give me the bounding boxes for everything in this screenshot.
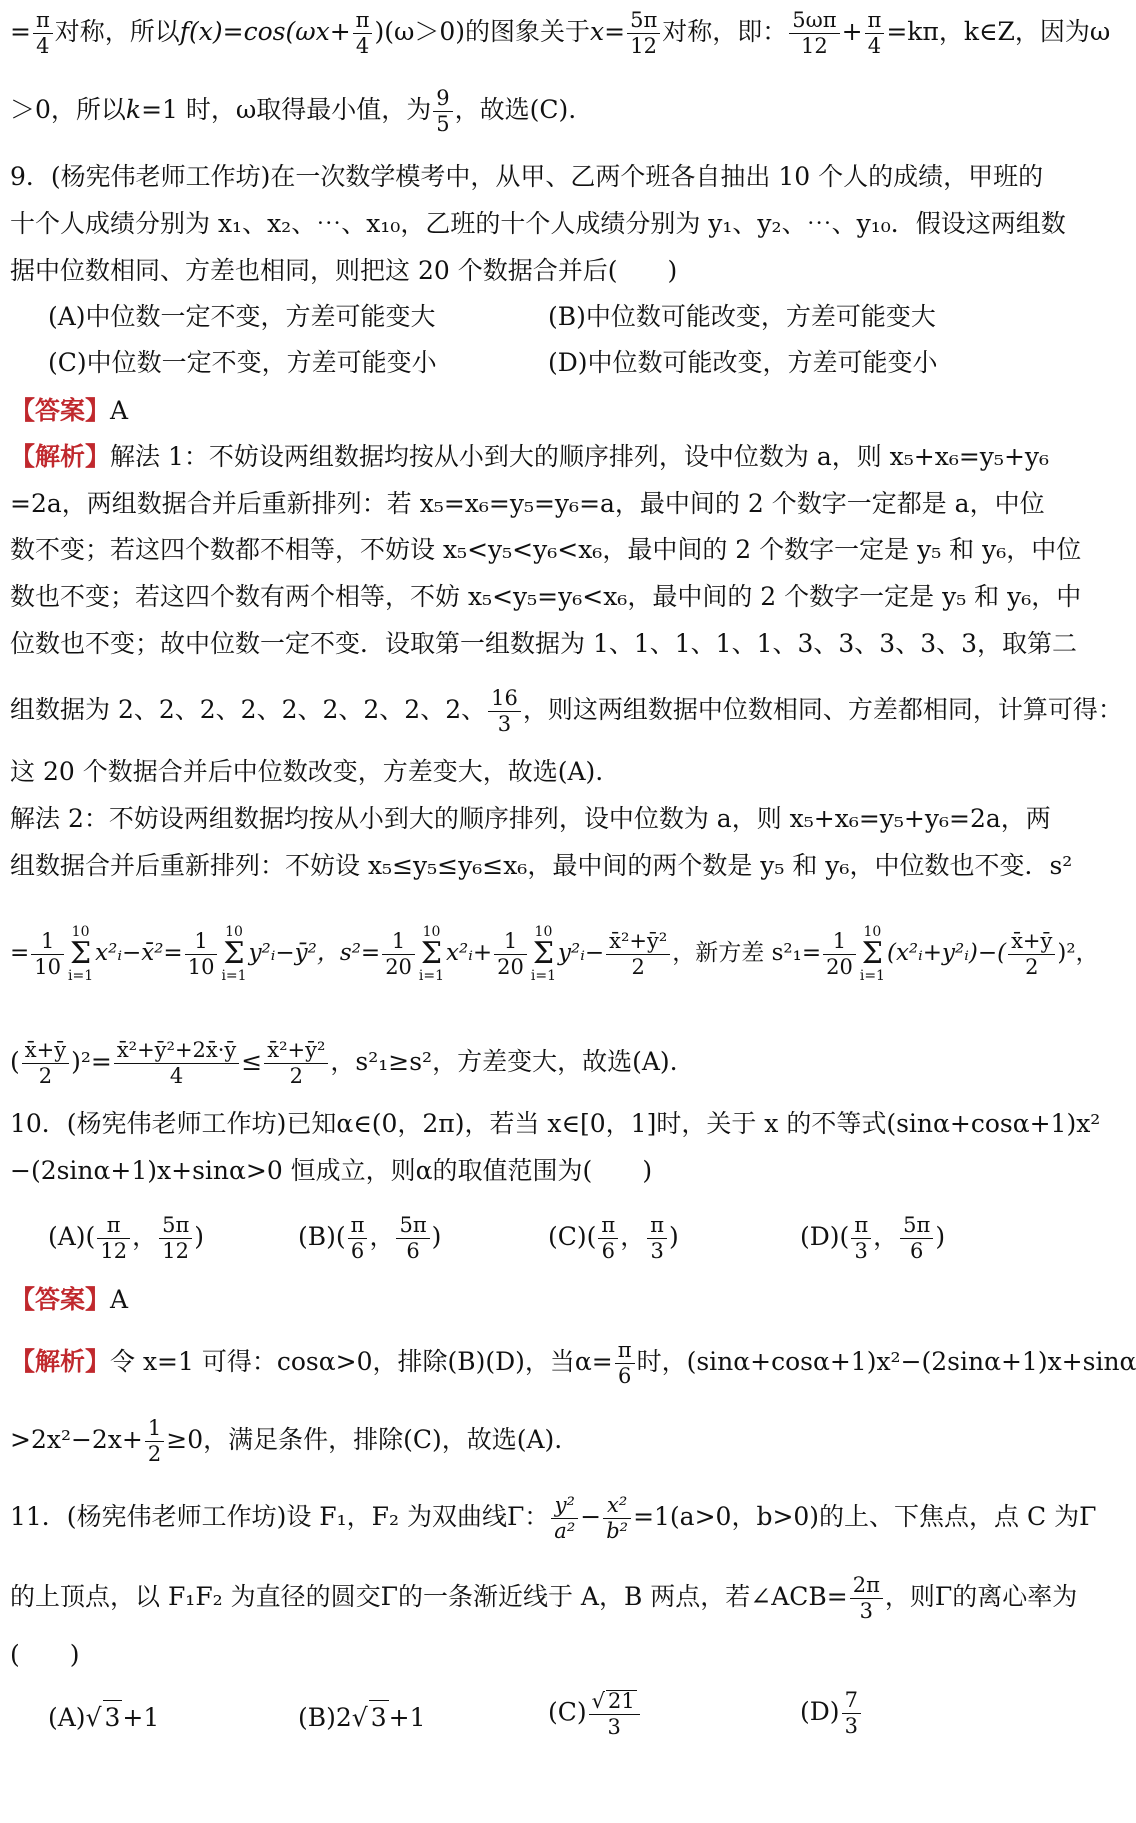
prev-solution-line-1: = $\frac{\pi}{4}$ 对称，所以f(x)=cos(ωx+ $\frac{\pi}{4}$ )(ω＞0)的图象关于x= $\frac{5\pi}{12}$ 对称，即： $\frac{5\omega\pi}{12}$ + $\frac{\pi}{4}$ =kπ，k∈Z，因为ω	[10, 8, 1111, 58]
sigma-symbol: 10 Σ i=1	[859, 924, 885, 984]
q9-option-b[interactable]: (B)中位数可能改变，方差可能变大	[548, 302, 936, 331]
q11-option-c[interactable]: (C) $\frac{√ 21}{3}$	[548, 1690, 642, 1738]
fraction: $\frac{5\pi}{12}$	[159, 1215, 192, 1262]
q11-stem-line: 11．(杨宪伟老师工作坊)设 F₁，F₂ 为双曲线Γ： $\frac{\text{y²}}{\text{a²}}$ − $\frac{\text{x²}}{\text{b²}}$ =1(a>0，b>0)的上、下焦点，点 C 为Γ	[10, 1493, 1097, 1543]
prev-solution-line-2: ＞0，所以k=1 时，ω取得最小值，为 $\frac{9}{5}$ ，故选(C).	[10, 86, 577, 136]
sqrt-sign: √	[591, 1689, 606, 1713]
fraction: $\frac{1}{20}$	[494, 931, 527, 978]
fraction: $\frac{7}{3}$	[842, 1690, 861, 1737]
q10-option-a[interactable]: (A)( $\frac{\pi}{12}$ ， $\frac{5\pi}{12}$ )	[48, 1213, 205, 1263]
fraction: $\frac{x̄+ȳ}{2}$	[22, 1040, 69, 1087]
sigma-symbol: 10 Σ i=1	[418, 924, 445, 984]
fraction: $\frac{1}{2}$	[145, 1418, 164, 1465]
fraction: $\frac{\pi}{4}$	[865, 10, 885, 57]
fraction: $\frac{\pi}{6}$	[348, 1215, 368, 1262]
q9-analysis-line: 数也不变；若这四个数有两个相等，不妨 x₅<y₅=y₆<x₆，最中间的 2 个数字一定是 y₅ 和 y₆，中	[10, 582, 1082, 611]
q9-option-d[interactable]: (D)中位数可能改变，方差可能变小	[548, 348, 938, 377]
fraction: $\frac{\text{x̄²+ȳ²}}{2}$	[264, 1040, 328, 1087]
fraction: $\frac{9}{5}$	[433, 88, 452, 135]
sqrt-sign: √	[85, 1703, 102, 1732]
fraction: $\frac{\pi}{12}$	[97, 1215, 130, 1262]
q9-analysis-line: =2a，两组数据合并后重新排列：若 x₅=x₆=y₅=y₆=a，最中间的 2 个数字一定都是 a，中位	[10, 489, 1045, 518]
q9-answer	[10, 394, 1070, 428]
sqrt-sign: √	[351, 1703, 368, 1732]
q11-stem-line: ( )	[10, 1640, 80, 1669]
answer-tag: 【答案】	[10, 396, 111, 425]
q9-analysis-line: 组数据合并后重新排列：不妨设 x₅≤y₅≤y₆≤x₆，最中间的两个数是 y₅ 和 y₆，中位数也不变．s²	[10, 851, 1073, 880]
q9-stem-line: 十个人成绩分别为 x₁、x₂、⋯、x₁₀，乙班的十个人成绩分别为 y₁、y₂、⋯、y₁₀．假设这两组数	[10, 209, 1066, 238]
q9-option-a[interactable]: (A)中位数一定不变，方差可能变大	[48, 302, 436, 331]
fraction: $\frac{5\pi}{6}$	[396, 1215, 429, 1262]
sigma-symbol: 10 Σ i=1	[530, 924, 557, 984]
q10-option-c[interactable]: (C)( $\frac{\pi}{6}$ ， $\frac{\pi}{3}$ )	[548, 1213, 679, 1263]
q10-stem-line: −(2sinα+1)x+sinα>0 恒成立，则α的取值范围为( )	[10, 1156, 653, 1185]
q9-analysis-line: 组数据为 2、2、2、2、2、2、2、2、2、 $\frac{16}{3}$ ，则这两组数据中位数相同、方差都相同，计算可得：	[10, 686, 1123, 736]
answer-tag: 【答案】	[10, 1285, 111, 1314]
fraction: $\frac{\pi}{3}$	[851, 1215, 871, 1262]
q9-analysis-line: 这 20 个数据合并后中位数改变，方差变大，故选(A).	[10, 757, 604, 786]
q10-option-b[interactable]: (B)( $\frac{\pi}{6}$ ， $\frac{5\pi}{6}$ )	[298, 1213, 442, 1263]
q11-option-b[interactable]: (B)2√ 3+1	[298, 1700, 426, 1735]
fraction: $\frac{\pi}{3}$	[647, 1215, 667, 1262]
fraction: $\frac{\pi}{4}$	[33, 10, 53, 57]
fraction: $\frac{1}{10}$	[31, 931, 64, 978]
q9-analysis-line: 【解析】解法 1：不妨设两组数据均按从小到大的顺序排列，设中位数为 a，则 x₅+x₆=y₅+y₆	[10, 442, 1050, 471]
q9-stem-line: 据中位数相同、方差也相同，则把这 20 个数据合并后( )	[10, 256, 678, 285]
fraction: $\frac{\pi}{6}$	[598, 1215, 618, 1262]
fraction: $\frac{1}{20}$	[382, 931, 415, 978]
q9-option-c[interactable]: (C)中位数一定不变，方差可能变小	[48, 348, 437, 377]
sigma-symbol: 10 Σ i=1	[221, 924, 247, 984]
fraction: $\frac{x̄+ȳ}{2}$	[1008, 931, 1055, 978]
q10-option-d[interactable]: (D)( $\frac{\pi}{3}$ ， $\frac{5\pi}{6}$ )	[800, 1213, 946, 1263]
fraction: $\frac{\text{x̄²+ȳ²}}{2}$	[606, 931, 670, 978]
sigma-symbol: 10 Σ i=1	[68, 924, 94, 984]
q9-analysis-line: 解法 2：不妨设两组数据均按从小到大的顺序排列，设中位数为 a，则 x₅+x₆=y₅+y₆=2a，两	[10, 804, 1051, 833]
q11-option-d[interactable]: (D) $\frac{7}{3}$	[800, 1690, 863, 1737]
fraction: $\frac{1}{20}$	[823, 931, 856, 978]
q10-stem-line: 10．(杨宪伟老师工作坊)已知α∈(0，2π)，若当 x∈[0，1]时，关于 x 的不等式(sinα+cosα+1)x²	[10, 1109, 1101, 1138]
fraction: $\frac{5\omega\pi}{12}$	[789, 10, 839, 57]
fraction: $\frac{1}{10}$	[185, 931, 218, 978]
q11-stem-line: 的上顶点，以 F₁F₂ 为直径的圆交Γ的一条渐近线于 A，B 两点，若∠ACB= $\frac{2\pi}{3}$ ，则Γ的离心率为	[10, 1573, 1078, 1623]
fraction: $\frac{\pi}{6}$	[615, 1340, 635, 1387]
q11-option-a[interactable]: (A)√ 3+1	[48, 1700, 159, 1735]
fraction: $\frac{16}{3}$	[488, 688, 521, 735]
answer-value: A	[110, 396, 129, 425]
variance-formula: = $\frac{1}{10}$ 10 Σ i=1 x²ᵢ−x̄²= $\frac{1}{10}$ 10 Σ i=1 y²ᵢ−ȳ²，s²= $\frac{1}{20}$ 10 Σ i=1 x²ᵢ+ $\frac{1}{20}$ 10 Σ i=1 y²ᵢ− $\frac{\text{x̄²+ȳ²}}{2}$ ，新方差 s²₁= $\frac{1}{20}$ 10 Σ i=1 (x²ᵢ+y²ᵢ)−( $\frac{x̄+ȳ}{2}$ )²，	[10, 924, 1099, 984]
fraction: $\frac{\text{y²}}{\text{a²}}$	[551, 1495, 578, 1542]
variance-inequality: ( $\frac{x̄+ȳ}{2}$ )²= $\frac{\text{x̄²+ȳ²+2x̄·ȳ}}{4}$ ≤ $\frac{\text{x̄²+ȳ²}}{2}$ ，s²₁≥s²，方差变大，故选(A).	[10, 1038, 678, 1088]
fraction: $\frac{\text{x̄²+ȳ²+2x̄·ȳ}}{4}$	[114, 1040, 239, 1087]
fraction: $\frac{2\pi}{3}$	[850, 1575, 883, 1622]
q10-answer	[10, 1283, 1070, 1317]
answer-value: A	[110, 1285, 129, 1314]
analysis-tag: 【解析】	[10, 442, 111, 471]
analysis-tag: 【解析】	[10, 1347, 111, 1376]
fraction: $\frac{5\pi}{12}$	[627, 10, 660, 57]
q9-analysis-line: 数不变；若这四个数都不相等，不妨设 x₅<y₅<y₆<x₆，最中间的 2 个数字一定是 y₅ 和 y₆，中位	[10, 535, 1082, 564]
fraction: $\frac{5\pi}{6}$	[900, 1215, 933, 1262]
fraction: $\frac{\text{x²}}{\text{b²}}$	[603, 1495, 631, 1542]
fraction: $\frac{√ 21}{3}$	[589, 1690, 640, 1738]
q10-analysis-line: 【解析】令 x=1 可得：cosα>0，排除(B)(D)，当α= $\frac{\pi}{6}$ 时，(sinα+cosα+1)x²−(2sinα+1)x+sinα	[10, 1338, 1136, 1388]
q9-stem-line: 9．(杨宪伟老师工作坊)在一次数学模考中，从甲、乙两个班各自抽出 10 个人的成绩，甲班的	[10, 162, 1044, 191]
q9-analysis-line: 位数也不变；故中位数一定不变．设取第一组数据为 1、1、1、1、1、3、3、3、3、3，取第二	[10, 629, 1078, 658]
q10-analysis-line: >2x²−2x+ $\frac{1}{2}$ ≥0，满足条件，排除(C)，故选(A).	[10, 1416, 563, 1466]
fraction: $\frac{\pi}{4}$	[353, 10, 373, 57]
